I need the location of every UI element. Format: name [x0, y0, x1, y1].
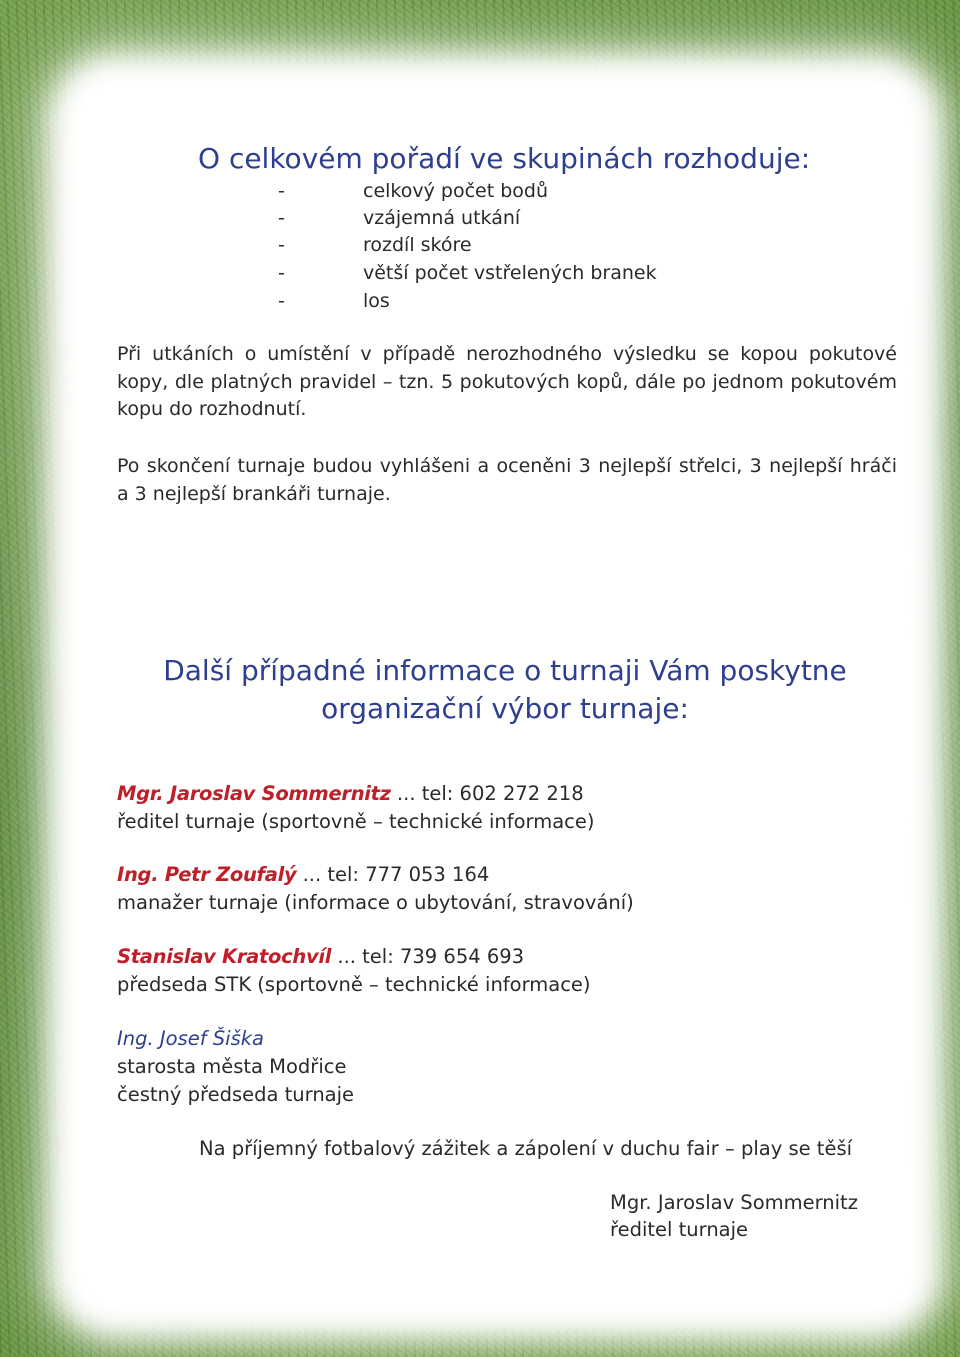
contact-stk	[117, 943, 591, 999]
criteria-dash: -	[278, 234, 285, 256]
contact-name: Mgr. Jaroslav Sommernitz	[117, 782, 391, 805]
signature-name: Mgr. Jaroslav Sommernitz	[610, 1191, 858, 1214]
criteria-text: větší počet vstřelených branek	[363, 262, 657, 284]
contact-name: Ing. Petr Zoufalý	[117, 863, 297, 886]
signature-title: ředitel turnaje	[610, 1218, 749, 1241]
info-heading-line2: organizační výbor turnaje:	[321, 692, 689, 725]
contact-name: Stanislav Kratochvíl	[117, 945, 332, 968]
criteria-dash: -	[278, 207, 285, 229]
contact-director	[117, 780, 594, 836]
penalty-paragraph: Při utkáních o umístění v případě nerozhodného výsledku se kopou pokutové kopy, dle platných pravidel – tzn. 5 pokutových kopů, dále po jednom pokutovém kopu do rozhodnutí.	[117, 343, 897, 420]
closing-line: Na příjemný fotbalový zážitek a zápolení v duchu fair – play se těší	[199, 1137, 853, 1160]
contact-name: Ing. Josef Šiška	[117, 1027, 264, 1050]
criteria-dash: -	[278, 290, 285, 312]
contact-role: starosta města Modřice	[117, 1055, 347, 1078]
contact-phone: ... tel: 777 053 164	[296, 863, 490, 886]
criteria-dash: -	[278, 180, 285, 202]
awards-paragraph: Po skončení turnaje budou vyhlášeni a oceněni 3 nejlepší střelci, 3 nejlepší hráči a 3 nejlepší brankáři turnaje.	[117, 455, 897, 505]
contact-phone: ... tel: 602 272 218	[390, 782, 584, 805]
criteria-text: rozdíl skóre	[363, 234, 472, 256]
contact-role: manažer turnaje (informace o ubytování, stravování)	[117, 891, 634, 914]
contact-phone: ... tel: 739 654 693	[331, 945, 525, 968]
criteria-dash: -	[278, 262, 285, 284]
info-heading	[80, 652, 930, 728]
ranking-heading: O celkovém pořadí ve skupinách rozhoduje:	[198, 142, 811, 175]
contact-role: ředitel turnaje (sportovně – technické informace)	[117, 810, 595, 833]
contact-role: předseda STK (sportovně – technické informace)	[117, 973, 591, 996]
criteria-text: vzájemná utkání	[363, 207, 521, 229]
criteria-text: los	[363, 290, 390, 312]
contact-manager	[117, 861, 634, 917]
info-heading-line1: Další případné informace o turnaji Vám poskytne	[163, 654, 847, 687]
contact-role-secondary: čestný předseda turnaje	[117, 1083, 355, 1106]
criteria-text: celkový počet bodů	[363, 180, 548, 202]
contact-mayor	[117, 1025, 354, 1109]
